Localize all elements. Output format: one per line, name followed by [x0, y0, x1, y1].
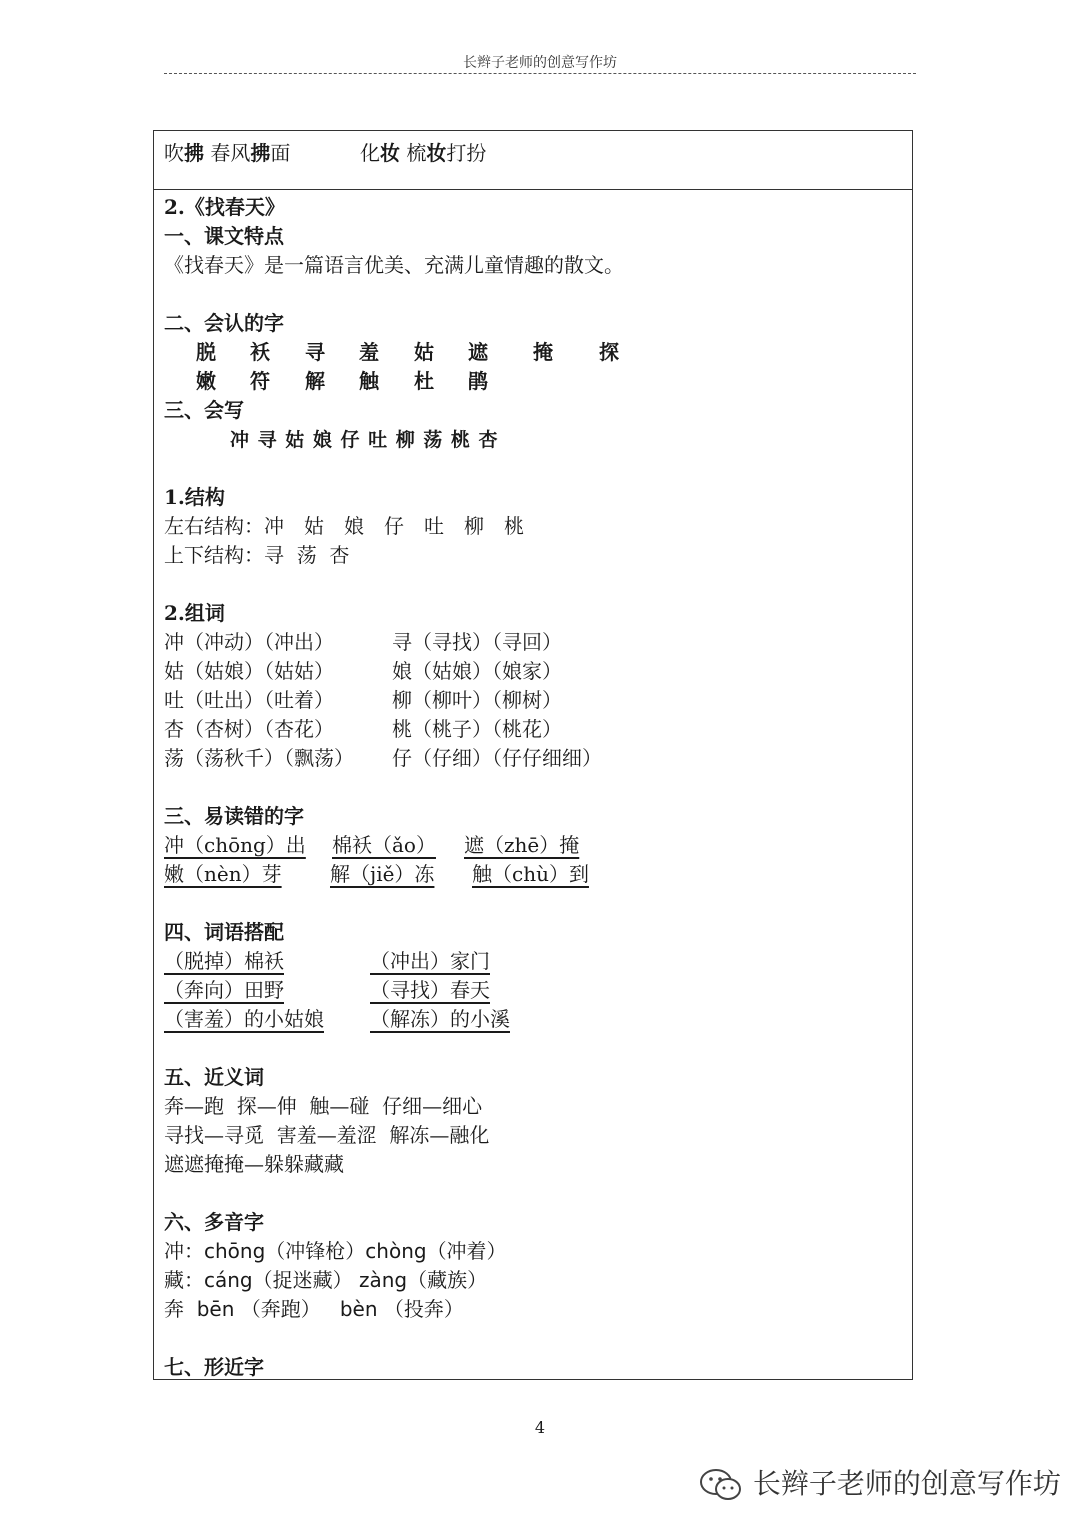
synonym-line: 奔—跑 探—伸 触—碰 仔细—细心	[164, 1094, 483, 1118]
section-heading: 六、多音字	[164, 1210, 264, 1234]
structure-tb: 上下结构：寻 荡 杏	[164, 543, 350, 567]
misread-item: 冲（chōng）出	[164, 833, 306, 857]
word-group: 寻（寻找）（寻回）	[392, 630, 562, 654]
match-item: （奔向）田野	[164, 978, 284, 1002]
header-divider	[164, 73, 916, 74]
page-header: 长辫子老师的创意写作坊	[463, 55, 617, 71]
section-heading: 1.结构	[164, 485, 225, 509]
section-heading: 四、词语搭配	[164, 920, 284, 944]
word-group: 荡（荡秋千）（飘荡）	[164, 746, 354, 770]
watermark-text: 长辫子老师的创意写作坊	[752, 1467, 1061, 1500]
word-group: 姑（姑娘）（姑姑）	[164, 659, 334, 683]
watermark	[698, 1462, 1061, 1502]
word-group: 杏（杏树）（杏花）	[164, 717, 334, 741]
word-group: 冲（冲动）（冲出）	[164, 630, 334, 654]
misread-item: 解（jiě）冻	[330, 862, 435, 886]
section-heading: 七、形近字	[164, 1355, 264, 1379]
misread-item: 嫩（nèn）芽	[164, 862, 282, 886]
word-group: 柳（柳叶）（柳树）	[392, 688, 562, 712]
structure-lr: 左右结构：冲 姑 娘 仔 吐 柳 桃	[164, 514, 524, 538]
misread-item: 遮（zhē）掩	[464, 833, 580, 857]
match-item: （寻找）春天	[370, 978, 490, 1002]
section-heading: 2.组词	[164, 601, 225, 625]
table-row-vocab	[154, 131, 912, 190]
polyphone-line: 奔 bēn （奔跑） bèn （投奔）	[164, 1297, 464, 1321]
word-group: 娘（姑娘）（娘家）	[392, 659, 562, 683]
vocab-line-2: 化妆 梳妆打扮	[360, 141, 487, 165]
notes-table: 吹拂 春风拂面 化妆 梳妆打扮 2.《找春天》 一、课文特点 《找春天》是一篇语言优美、充满儿童情趣的散文。 二、会认的字 脱 袄 寻 羞 姑 遮 掩 探 嫩 符 解 触 杜 鹃 三、会写 冲 寻 姑 娘 仔 吐 柳 荡 桃 杏 1.结构 左右结构：冲 姑 娘 仔 吐 柳 桃 上下结构：寻 荡 杏 2.组词 冲（冲动）（冲出） 寻（寻找）（寻回） 姑（姑娘）（姑姑） 娘（姑娘）（娘家） 吐（吐出）（吐着） 柳（柳叶）（柳树） 杏（杏树）（杏花） 桃（桃子）（桃花） 荡（荡秋千）（飘荡） 仔（仔细）（仔仔细细） 三、易读错的字 冲（chōng）出 棉袄（ǎo） 遮（zhē）掩 嫩（nèn）芽 解（jiě）冻 触（chù）到 四、词语搭配 （脱掉）棉袄 （冲出）家门 （奔向）田野 （寻找）春天 （害羞）的小姑娘 （解冻）的小溪 五、近义词 奔—跑 探—伸 触—碰 仔细—细心 寻找—寻觅 害羞—羞涩 解冻—融化 遮遮掩掩—躲躲藏藏 六、多音字 冲：chōng（冲锋枪）chòng（冲着） 藏：cáng（捉迷藏） zàng（藏族） 奔 bēn （奔跑） bèn （投奔） 七、形近字	[153, 130, 913, 1380]
section-heading: 一、课文特点	[164, 224, 284, 248]
word-group: 仔（仔细）（仔仔细细）	[392, 746, 602, 770]
polyphone-line: 藏：cáng（捉迷藏） zàng（藏族）	[164, 1268, 488, 1292]
paragraph: 《找春天》是一篇语言优美、充满儿童情趣的散文。	[164, 253, 624, 277]
section-heading: 五、近义词	[164, 1065, 264, 1089]
match-item: （脱掉）棉袄	[164, 949, 284, 973]
section-heading: 二、会认的字	[164, 311, 284, 335]
misread-item: 触（chù）到	[472, 862, 589, 886]
synonym-line: 寻找—寻觅 害羞—羞涩 解冻—融化	[164, 1123, 490, 1147]
match-item: （害羞）的小姑娘	[164, 1007, 324, 1031]
wechat-icon	[698, 1467, 753, 1500]
write-chars: 冲 寻 姑 娘 仔 吐 柳 荡 桃 杏	[230, 429, 499, 451]
word-group: 桃（桃子）（桃花）	[392, 717, 562, 741]
match-item: （解冻）的小溪	[370, 1007, 510, 1031]
synonym-line: 遮遮掩掩—躲躲藏藏	[164, 1152, 344, 1176]
section-heading: 三、会写	[164, 398, 244, 422]
word-group: 吐（吐出）（吐着）	[164, 688, 334, 712]
page-number: 4	[534, 1418, 546, 1437]
vocab-line: 吹拂 春风拂面	[164, 141, 291, 165]
match-item: （冲出）家门	[370, 949, 490, 973]
polyphone-line: 冲：chōng（冲锋枪）chòng（冲着）	[164, 1239, 507, 1263]
section-heading: 三、易读错的字	[164, 804, 304, 828]
lesson-title: 2.《找春天》	[164, 195, 285, 219]
misread-item: 棉袄（ǎo）	[332, 833, 436, 857]
